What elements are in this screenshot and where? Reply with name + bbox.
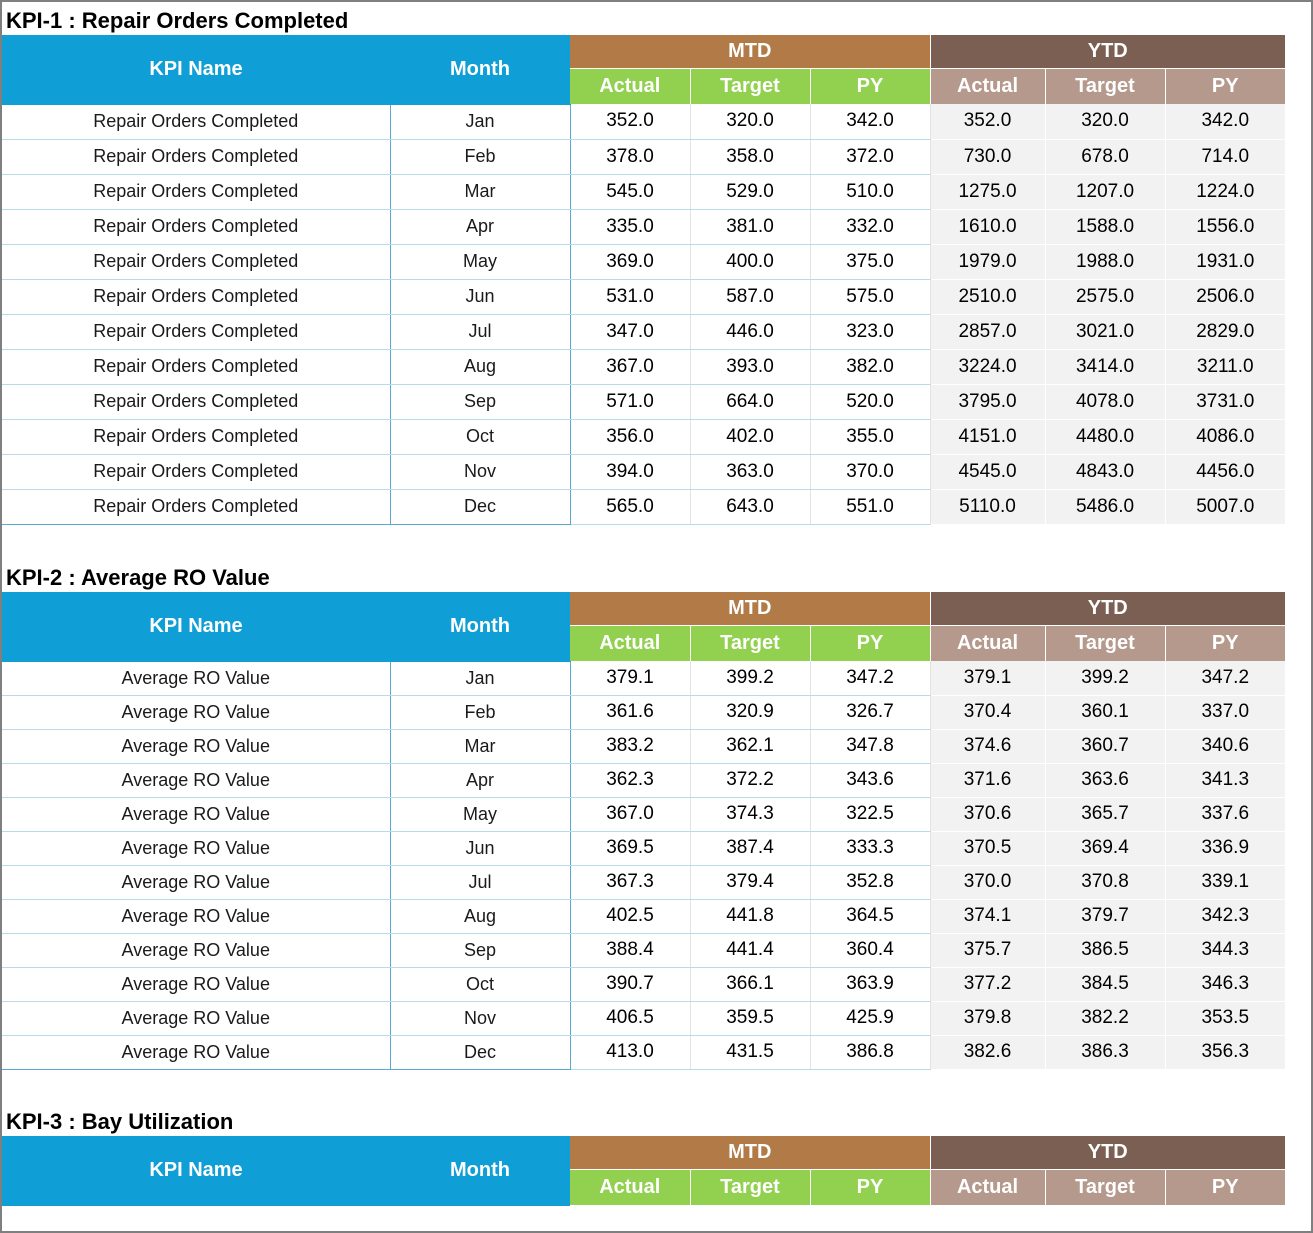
header-mtd-actual: Actual	[570, 1170, 690, 1206]
ytd-py-cell: 1931.0	[1165, 244, 1285, 279]
ytd-py-cell: 4456.0	[1165, 454, 1285, 489]
ytd-target-cell: 3414.0	[1045, 349, 1165, 384]
header-ytd-py: PY	[1165, 1170, 1285, 1206]
table-row	[2, 967, 1285, 1001]
ytd-target-cell: 1988.0	[1045, 244, 1165, 279]
mtd-target-cell: 402.0	[690, 419, 810, 454]
header-mtd: MTD	[570, 1136, 930, 1170]
ytd-py-cell: 339.1	[1165, 865, 1285, 899]
ytd-py-cell: 337.6	[1165, 797, 1285, 831]
ytd-py-cell: 337.0	[1165, 695, 1285, 729]
table-row	[2, 695, 1285, 729]
mtd-target-cell: 441.4	[690, 933, 810, 967]
mtd-actual-cell: 565.0	[570, 489, 690, 524]
ytd-target-cell: 1207.0	[1045, 174, 1165, 209]
kpi-name-cell: Average RO Value	[2, 899, 390, 933]
header-ytd-target: Target	[1045, 1170, 1165, 1206]
kpi-name-cell: Average RO Value	[2, 729, 390, 763]
kpi-name-cell: Average RO Value	[2, 831, 390, 865]
month-cell: Feb	[390, 139, 570, 174]
header-mtd: MTD	[570, 35, 930, 69]
header-ytd: YTD	[930, 592, 1285, 626]
table-row	[2, 899, 1285, 933]
month-cell: Jul	[390, 865, 570, 899]
ytd-actual-cell: 374.1	[930, 899, 1045, 933]
table-row	[2, 1001, 1285, 1035]
mtd-py-cell: 425.9	[810, 1001, 930, 1035]
table-row	[2, 139, 1285, 174]
month-cell: Dec	[390, 489, 570, 524]
kpi-name-cell: Average RO Value	[2, 933, 390, 967]
kpi-name-cell: Average RO Value	[2, 967, 390, 1001]
month-cell: Jun	[390, 279, 570, 314]
mtd-target-cell: 399.2	[690, 661, 810, 695]
mtd-actual-cell: 378.0	[570, 139, 690, 174]
mtd-actual-cell: 383.2	[570, 729, 690, 763]
kpi-table	[2, 1136, 1285, 1206]
table-row	[2, 244, 1285, 279]
mtd-target-cell: 529.0	[690, 174, 810, 209]
kpi-name-cell: Average RO Value	[2, 695, 390, 729]
header-mtd-py: PY	[810, 69, 930, 105]
mtd-target-cell: 643.0	[690, 489, 810, 524]
mtd-target-cell: 362.1	[690, 729, 810, 763]
header-ytd-target: Target	[1045, 626, 1165, 662]
header-mtd-py: PY	[810, 1170, 930, 1206]
ytd-py-cell: 341.3	[1165, 763, 1285, 797]
mtd-py-cell: 364.5	[810, 899, 930, 933]
table-row	[2, 865, 1285, 899]
mtd-actual-cell: 394.0	[570, 454, 690, 489]
kpi-title: KPI-2 : Average RO Value	[6, 565, 270, 590]
ytd-actual-cell: 382.6	[930, 1035, 1045, 1069]
kpi-name-cell: Repair Orders Completed	[2, 279, 390, 314]
mtd-target-cell: 400.0	[690, 244, 810, 279]
mtd-py-cell: 372.0	[810, 139, 930, 174]
kpi-name-cell: Repair Orders Completed	[2, 244, 390, 279]
ytd-target-cell: 4078.0	[1045, 384, 1165, 419]
kpi-name-cell: Repair Orders Completed	[2, 139, 390, 174]
table-row	[2, 763, 1285, 797]
mtd-target-cell: 381.0	[690, 209, 810, 244]
kpi-name-cell: Repair Orders Completed	[2, 349, 390, 384]
header-mtd-target: Target	[690, 69, 810, 105]
ytd-target-cell: 384.5	[1045, 967, 1165, 1001]
ytd-py-cell: 1224.0	[1165, 174, 1285, 209]
table-row	[2, 104, 1285, 139]
month-cell: Nov	[390, 1001, 570, 1035]
month-cell: Mar	[390, 174, 570, 209]
mtd-target-cell: 587.0	[690, 279, 810, 314]
ytd-target-cell: 2575.0	[1045, 279, 1165, 314]
mtd-target-cell: 320.9	[690, 695, 810, 729]
ytd-actual-cell: 352.0	[930, 104, 1045, 139]
month-cell: Jun	[390, 831, 570, 865]
ytd-target-cell: 5486.0	[1045, 489, 1165, 524]
mtd-py-cell: 363.9	[810, 967, 930, 1001]
ytd-target-cell: 399.2	[1045, 661, 1165, 695]
ytd-target-cell: 369.4	[1045, 831, 1165, 865]
mtd-target-cell: 393.0	[690, 349, 810, 384]
ytd-actual-cell: 4545.0	[930, 454, 1045, 489]
kpi-name-cell: Repair Orders Completed	[2, 174, 390, 209]
ytd-target-cell: 4843.0	[1045, 454, 1165, 489]
ytd-target-cell: 382.2	[1045, 1001, 1165, 1035]
ytd-actual-cell: 2510.0	[930, 279, 1045, 314]
header-ytd-py: PY	[1165, 69, 1285, 105]
ytd-target-cell: 360.7	[1045, 729, 1165, 763]
table-row	[2, 279, 1285, 314]
ytd-target-cell: 365.7	[1045, 797, 1165, 831]
header-ytd-py: PY	[1165, 626, 1285, 662]
mtd-py-cell: 375.0	[810, 244, 930, 279]
ytd-py-cell: 336.9	[1165, 831, 1285, 865]
mtd-actual-cell: 369.0	[570, 244, 690, 279]
mtd-actual-cell: 361.6	[570, 695, 690, 729]
kpi-name-cell: Average RO Value	[2, 865, 390, 899]
mtd-target-cell: 446.0	[690, 314, 810, 349]
ytd-target-cell: 678.0	[1045, 139, 1165, 174]
ytd-py-cell: 3211.0	[1165, 349, 1285, 384]
ytd-actual-cell: 371.6	[930, 763, 1045, 797]
mtd-target-cell: 374.3	[690, 797, 810, 831]
table-row	[2, 797, 1285, 831]
header-month: Month	[390, 1136, 570, 1205]
kpi-name-cell: Repair Orders Completed	[2, 454, 390, 489]
mtd-py-cell: 520.0	[810, 384, 930, 419]
table-row	[2, 314, 1285, 349]
header-month: Month	[390, 592, 570, 661]
header-mtd-py: PY	[810, 626, 930, 662]
table-row	[2, 933, 1285, 967]
mtd-py-cell: 347.2	[810, 661, 930, 695]
header-kpi-name: KPI Name	[2, 35, 390, 104]
mtd-actual-cell: 335.0	[570, 209, 690, 244]
mtd-actual-cell: 531.0	[570, 279, 690, 314]
ytd-py-cell: 342.0	[1165, 104, 1285, 139]
mtd-actual-cell: 406.5	[570, 1001, 690, 1035]
header-ytd-actual: Actual	[930, 69, 1045, 105]
ytd-py-cell: 5007.0	[1165, 489, 1285, 524]
ytd-actual-cell: 4151.0	[930, 419, 1045, 454]
month-cell: Sep	[390, 384, 570, 419]
table-row	[2, 349, 1285, 384]
table-row	[2, 209, 1285, 244]
ytd-py-cell: 344.3	[1165, 933, 1285, 967]
mtd-actual-cell: 367.0	[570, 349, 690, 384]
mtd-actual-cell: 362.3	[570, 763, 690, 797]
mtd-py-cell: 370.0	[810, 454, 930, 489]
ytd-target-cell: 386.5	[1045, 933, 1165, 967]
kpi-section	[2, 560, 1286, 1070]
mtd-target-cell: 320.0	[690, 104, 810, 139]
month-cell: Aug	[390, 349, 570, 384]
month-cell: Feb	[390, 695, 570, 729]
kpi-name-cell: Average RO Value	[2, 797, 390, 831]
ytd-actual-cell: 3795.0	[930, 384, 1045, 419]
ytd-actual-cell: 375.7	[930, 933, 1045, 967]
mtd-actual-cell: 390.7	[570, 967, 690, 1001]
mtd-target-cell: 372.2	[690, 763, 810, 797]
ytd-actual-cell: 5110.0	[930, 489, 1045, 524]
mtd-actual-cell: 388.4	[570, 933, 690, 967]
header-mtd: MTD	[570, 592, 930, 626]
ytd-actual-cell: 379.8	[930, 1001, 1045, 1035]
ytd-actual-cell: 1610.0	[930, 209, 1045, 244]
month-cell: Oct	[390, 967, 570, 1001]
header-mtd-actual: Actual	[570, 626, 690, 662]
ytd-actual-cell: 1979.0	[930, 244, 1045, 279]
ytd-actual-cell: 370.5	[930, 831, 1045, 865]
mtd-py-cell: 510.0	[810, 174, 930, 209]
table-row	[2, 384, 1285, 419]
ytd-actual-cell: 730.0	[930, 139, 1045, 174]
mtd-target-cell: 366.1	[690, 967, 810, 1001]
kpi-name-cell: Repair Orders Completed	[2, 209, 390, 244]
ytd-target-cell: 4480.0	[1045, 419, 1165, 454]
kpi-table	[2, 35, 1285, 525]
ytd-target-cell: 370.8	[1045, 865, 1165, 899]
mtd-actual-cell: 545.0	[570, 174, 690, 209]
kpi-name-cell: Average RO Value	[2, 1035, 390, 1069]
kpi-name-cell: Repair Orders Completed	[2, 314, 390, 349]
header-mtd-target: Target	[690, 626, 810, 662]
ytd-actual-cell: 379.1	[930, 661, 1045, 695]
mtd-actual-cell: 367.3	[570, 865, 690, 899]
ytd-py-cell: 346.3	[1165, 967, 1285, 1001]
ytd-actual-cell: 377.2	[930, 967, 1045, 1001]
table-row	[2, 174, 1285, 209]
kpi-section	[2, 3, 1286, 525]
ytd-py-cell: 4086.0	[1165, 419, 1285, 454]
header-kpi-name: KPI Name	[2, 592, 390, 661]
ytd-py-cell: 714.0	[1165, 139, 1285, 174]
kpi-name-cell: Repair Orders Completed	[2, 104, 390, 139]
mtd-py-cell: 355.0	[810, 419, 930, 454]
mtd-py-cell: 575.0	[810, 279, 930, 314]
table-row	[2, 489, 1285, 524]
month-cell: Apr	[390, 209, 570, 244]
mtd-py-cell: 352.8	[810, 865, 930, 899]
kpi-title: KPI-3 : Bay Utilization	[6, 1109, 234, 1134]
mtd-py-cell: 347.8	[810, 729, 930, 763]
mtd-py-cell: 326.7	[810, 695, 930, 729]
table-row	[2, 1035, 1285, 1069]
header-ytd: YTD	[930, 1136, 1285, 1170]
ytd-target-cell: 363.6	[1045, 763, 1165, 797]
mtd-py-cell: 332.0	[810, 209, 930, 244]
ytd-target-cell: 320.0	[1045, 104, 1165, 139]
ytd-actual-cell: 370.4	[930, 695, 1045, 729]
ytd-target-cell: 386.3	[1045, 1035, 1165, 1069]
mtd-actual-cell: 347.0	[570, 314, 690, 349]
ytd-actual-cell: 374.6	[930, 729, 1045, 763]
kpi-name-cell: Average RO Value	[2, 1001, 390, 1035]
month-cell: Aug	[390, 899, 570, 933]
month-cell: Mar	[390, 729, 570, 763]
mtd-actual-cell: 379.1	[570, 661, 690, 695]
kpi-table	[2, 592, 1285, 1070]
table-row	[2, 831, 1285, 865]
month-cell: Oct	[390, 419, 570, 454]
mtd-target-cell: 359.5	[690, 1001, 810, 1035]
month-cell: Sep	[390, 933, 570, 967]
ytd-actual-cell: 370.0	[930, 865, 1045, 899]
ytd-actual-cell: 2857.0	[930, 314, 1045, 349]
mtd-actual-cell: 402.5	[570, 899, 690, 933]
kpi-name-cell: Average RO Value	[2, 763, 390, 797]
ytd-py-cell: 356.3	[1165, 1035, 1285, 1069]
ytd-actual-cell: 1275.0	[930, 174, 1045, 209]
ytd-py-cell: 347.2	[1165, 661, 1285, 695]
mtd-py-cell: 386.8	[810, 1035, 930, 1069]
mtd-actual-cell: 367.0	[570, 797, 690, 831]
ytd-target-cell: 3021.0	[1045, 314, 1165, 349]
ytd-py-cell: 1556.0	[1165, 209, 1285, 244]
ytd-py-cell: 3731.0	[1165, 384, 1285, 419]
kpi-title: KPI-1 : Repair Orders Completed	[6, 8, 349, 33]
ytd-py-cell: 2829.0	[1165, 314, 1285, 349]
table-row	[2, 419, 1285, 454]
ytd-target-cell: 1588.0	[1045, 209, 1165, 244]
mtd-actual-cell: 413.0	[570, 1035, 690, 1069]
header-ytd: YTD	[930, 35, 1285, 69]
mtd-actual-cell: 356.0	[570, 419, 690, 454]
kpi-name-cell: Repair Orders Completed	[2, 489, 390, 524]
mtd-actual-cell: 571.0	[570, 384, 690, 419]
header-ytd-target: Target	[1045, 69, 1165, 105]
mtd-py-cell: 333.3	[810, 831, 930, 865]
ytd-actual-cell: 3224.0	[930, 349, 1045, 384]
month-cell: May	[390, 244, 570, 279]
kpi-section	[2, 1104, 1286, 1206]
mtd-py-cell: 360.4	[810, 933, 930, 967]
kpi-name-cell: Repair Orders Completed	[2, 384, 390, 419]
ytd-py-cell: 342.3	[1165, 899, 1285, 933]
month-cell: May	[390, 797, 570, 831]
header-ytd-actual: Actual	[930, 1170, 1045, 1206]
ytd-py-cell: 2506.0	[1165, 279, 1285, 314]
month-cell: Jan	[390, 104, 570, 139]
kpi-name-cell: Repair Orders Completed	[2, 419, 390, 454]
mtd-actual-cell: 369.5	[570, 831, 690, 865]
mtd-target-cell: 387.4	[690, 831, 810, 865]
mtd-target-cell: 379.4	[690, 865, 810, 899]
kpi-name-cell: Average RO Value	[2, 661, 390, 695]
mtd-py-cell: 343.6	[810, 763, 930, 797]
mtd-py-cell: 551.0	[810, 489, 930, 524]
month-cell: Apr	[390, 763, 570, 797]
ytd-py-cell: 340.6	[1165, 729, 1285, 763]
mtd-target-cell: 363.0	[690, 454, 810, 489]
header-mtd-actual: Actual	[570, 69, 690, 105]
table-row	[2, 454, 1285, 489]
header-mtd-target: Target	[690, 1170, 810, 1206]
month-cell: Dec	[390, 1035, 570, 1069]
mtd-py-cell: 323.0	[810, 314, 930, 349]
mtd-actual-cell: 352.0	[570, 104, 690, 139]
mtd-py-cell: 342.0	[810, 104, 930, 139]
mtd-target-cell: 431.5	[690, 1035, 810, 1069]
month-cell: Jan	[390, 661, 570, 695]
mtd-target-cell: 441.8	[690, 899, 810, 933]
month-cell: Jul	[390, 314, 570, 349]
header-kpi-name: KPI Name	[2, 1136, 390, 1205]
table-row	[2, 661, 1285, 695]
mtd-target-cell: 664.0	[690, 384, 810, 419]
ytd-actual-cell: 370.6	[930, 797, 1045, 831]
mtd-py-cell: 322.5	[810, 797, 930, 831]
header-month: Month	[390, 35, 570, 104]
mtd-py-cell: 382.0	[810, 349, 930, 384]
ytd-py-cell: 353.5	[1165, 1001, 1285, 1035]
table-row	[2, 729, 1285, 763]
ytd-target-cell: 379.7	[1045, 899, 1165, 933]
mtd-target-cell: 358.0	[690, 139, 810, 174]
ytd-target-cell: 360.1	[1045, 695, 1165, 729]
header-ytd-actual: Actual	[930, 626, 1045, 662]
month-cell: Nov	[390, 454, 570, 489]
